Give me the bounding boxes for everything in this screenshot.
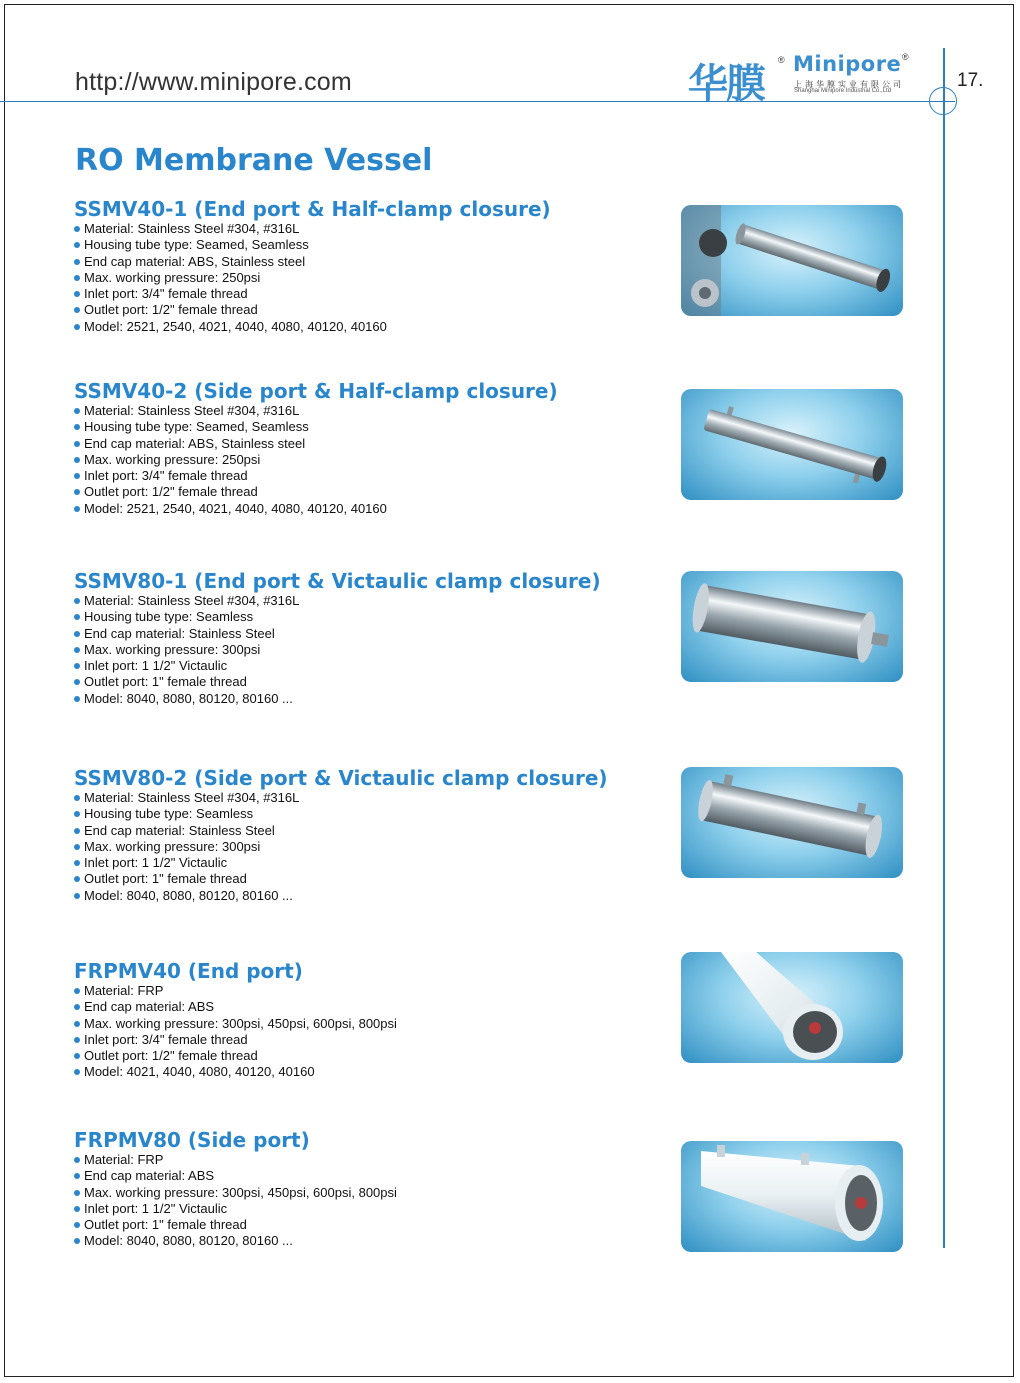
- spec-item: Model: 8040, 8080, 80120, 80160 ...: [74, 691, 654, 707]
- header-rule: [0, 101, 955, 102]
- spec-list: [74, 790, 654, 904]
- logo-english-registered-mark: ®: [902, 52, 909, 62]
- bullet-icon: [74, 876, 80, 882]
- spec-item: End cap material: Stainless Steel: [74, 823, 654, 839]
- bullet-icon: [74, 408, 80, 414]
- bullet-icon: [74, 489, 80, 495]
- bullet-icon: [74, 828, 80, 834]
- bullet-icon: [74, 441, 80, 447]
- spec-item: Model: 8040, 8080, 80120, 80160 ...: [74, 1233, 654, 1249]
- bullet-icon: [74, 631, 80, 637]
- spec-list: [74, 221, 654, 335]
- spec-item: Outlet port: 1/2" female thread: [74, 1048, 654, 1064]
- product-ssmv80-2: [74, 767, 654, 904]
- spec-item: Material: FRP: [74, 983, 654, 999]
- bullet-icon: [74, 1222, 80, 1228]
- bullet-icon: [74, 1037, 80, 1043]
- spec-item: Model: 8040, 8080, 80120, 80160 ...: [74, 888, 654, 904]
- page-title: RO Membrane Vessel: [75, 143, 433, 178]
- product-ssmv40-1: [74, 198, 654, 335]
- product-ssmv40-2: [74, 380, 654, 517]
- logo-chinese: 华膜: [688, 61, 764, 107]
- logo-company-name-en: Shanghai Minipore Industrial Co.,Ltd: [794, 88, 892, 94]
- bullet-icon: [74, 811, 80, 817]
- bullet-icon: [74, 614, 80, 620]
- spec-item: Max. working pressure: 300psi, 450psi, 600psi, 800psi: [74, 1016, 654, 1032]
- product-title: FRPMV40 (End port): [74, 959, 303, 983]
- bullet-icon: [74, 226, 80, 232]
- spec-item: Inlet port: 1 1/2" Victaulic: [74, 855, 654, 871]
- spec-item: Max. working pressure: 300psi: [74, 839, 654, 855]
- bullet-icon: [74, 598, 80, 604]
- logo-company-name-cn: 上海华膜实业有限公司: [794, 80, 904, 89]
- spec-list: [74, 983, 654, 1081]
- bullet-icon: [74, 1238, 80, 1244]
- margin-guide-line: [943, 48, 945, 1248]
- spec-item: Outlet port: 1" female thread: [74, 871, 654, 887]
- spec-item: Inlet port: 3/4" female thread: [74, 1032, 654, 1048]
- bullet-icon: [74, 242, 80, 248]
- logo-chinese-registered-mark: ®: [778, 55, 785, 65]
- bullet-icon: [74, 663, 80, 669]
- product-frpmv40: [74, 960, 654, 1081]
- product-title: FRPMV80 (Side port): [74, 1128, 310, 1152]
- spec-list: [74, 403, 654, 517]
- spec-item: Material: Stainless Steel #304, #316L: [74, 790, 654, 806]
- spec-item: Outlet port: 1" female thread: [74, 674, 654, 690]
- bullet-icon: [74, 988, 80, 994]
- bullet-icon: [74, 1069, 80, 1075]
- spec-item: Model: 2521, 2540, 4021, 4040, 4080, 40120, 40160: [74, 319, 654, 335]
- bullet-icon: [74, 1021, 80, 1027]
- spec-list: [74, 1152, 654, 1250]
- spec-item: End cap material: ABS, Stainless steel: [74, 254, 654, 270]
- spec-item: Inlet port: 1 1/2" Victaulic: [74, 658, 654, 674]
- spec-item: Outlet port: 1/2" female thread: [74, 302, 654, 318]
- spec-list: [74, 593, 654, 707]
- bullet-icon: [74, 1173, 80, 1179]
- website-url[interactable]: http://www.minipore.com: [75, 68, 352, 96]
- spec-item: Housing tube type: Seamed, Seamless: [74, 419, 654, 435]
- product-title: SSMV80-1 (End port & Victaulic clamp closure): [74, 569, 601, 593]
- bullet-icon: [74, 1206, 80, 1212]
- bullet-icon: [74, 860, 80, 866]
- spec-item: Max. working pressure: 300psi: [74, 642, 654, 658]
- spec-item: Outlet port: 1/2" female thread: [74, 484, 654, 500]
- bullet-icon: [74, 1053, 80, 1059]
- spec-item: End cap material: Stainless Steel: [74, 626, 654, 642]
- product-title: SSMV80-2 (Side port & Victaulic clamp closure): [74, 766, 608, 790]
- spec-item: Inlet port: 3/4" female thread: [74, 468, 654, 484]
- bullet-icon: [74, 291, 80, 297]
- bullet-icon: [74, 696, 80, 702]
- spec-item: Model: 2521, 2540, 4021, 4040, 4080, 40120, 40160: [74, 501, 654, 517]
- page-number: 17.: [957, 70, 984, 91]
- spec-item: Material: Stainless Steel #304, #316L: [74, 221, 654, 237]
- logo-english: Minipore: [793, 52, 902, 76]
- bullet-icon: [74, 1190, 80, 1196]
- bullet-icon: [74, 324, 80, 330]
- bullet-icon: [74, 679, 80, 685]
- spec-item: Housing tube type: Seamless: [74, 806, 654, 822]
- spec-item: End cap material: ABS: [74, 999, 654, 1015]
- spec-item: Outlet port: 1" female thread: [74, 1217, 654, 1233]
- spec-item: Housing tube type: Seamless: [74, 609, 654, 625]
- product-frpmv80: [74, 1129, 654, 1250]
- spec-item: Material: Stainless Steel #304, #316L: [74, 403, 654, 419]
- product-photo-ssmv80-1: [681, 571, 903, 682]
- spec-item: Inlet port: 1 1/2" Victaulic: [74, 1201, 654, 1217]
- spec-item: Material: FRP: [74, 1152, 654, 1168]
- registration-mark-icon: [929, 87, 957, 115]
- product-photo-ssmv40-1: [681, 205, 903, 316]
- bullet-icon: [74, 275, 80, 281]
- bullet-icon: [74, 647, 80, 653]
- spec-item: Max. working pressure: 300psi, 450psi, 600psi, 800psi: [74, 1185, 654, 1201]
- bullet-icon: [74, 506, 80, 512]
- spec-item: End cap material: ABS: [74, 1168, 654, 1184]
- spec-item: Housing tube type: Seamed, Seamless: [74, 237, 654, 253]
- product-ssmv80-1: [74, 570, 654, 707]
- spec-item: Max. working pressure: 250psi: [74, 270, 654, 286]
- bullet-icon: [74, 893, 80, 899]
- spec-item: Material: Stainless Steel #304, #316L: [74, 593, 654, 609]
- product-photo-ssmv40-2: [681, 389, 903, 500]
- spec-item: Model: 4021, 4040, 4080, 40120, 40160: [74, 1064, 654, 1080]
- product-title: SSMV40-1 (End port & Half-clamp closure): [74, 197, 551, 221]
- bullet-icon: [74, 424, 80, 430]
- bullet-icon: [74, 1157, 80, 1163]
- bullet-icon: [74, 473, 80, 479]
- spec-item: Max. working pressure: 250psi: [74, 452, 654, 468]
- bullet-icon: [74, 1004, 80, 1010]
- spec-item: Inlet port: 3/4" female thread: [74, 286, 654, 302]
- spec-item: End cap material: ABS, Stainless steel: [74, 436, 654, 452]
- bullet-icon: [74, 844, 80, 850]
- product-photo-frpmv80: [681, 1141, 903, 1252]
- bullet-icon: [74, 795, 80, 801]
- product-title: SSMV40-2 (Side port & Half-clamp closure): [74, 379, 558, 403]
- bullet-icon: [74, 457, 80, 463]
- product-photo-frpmv40: [681, 952, 903, 1063]
- bullet-icon: [74, 259, 80, 265]
- product-photo-ssmv80-2: [681, 767, 903, 878]
- bullet-icon: [74, 307, 80, 313]
